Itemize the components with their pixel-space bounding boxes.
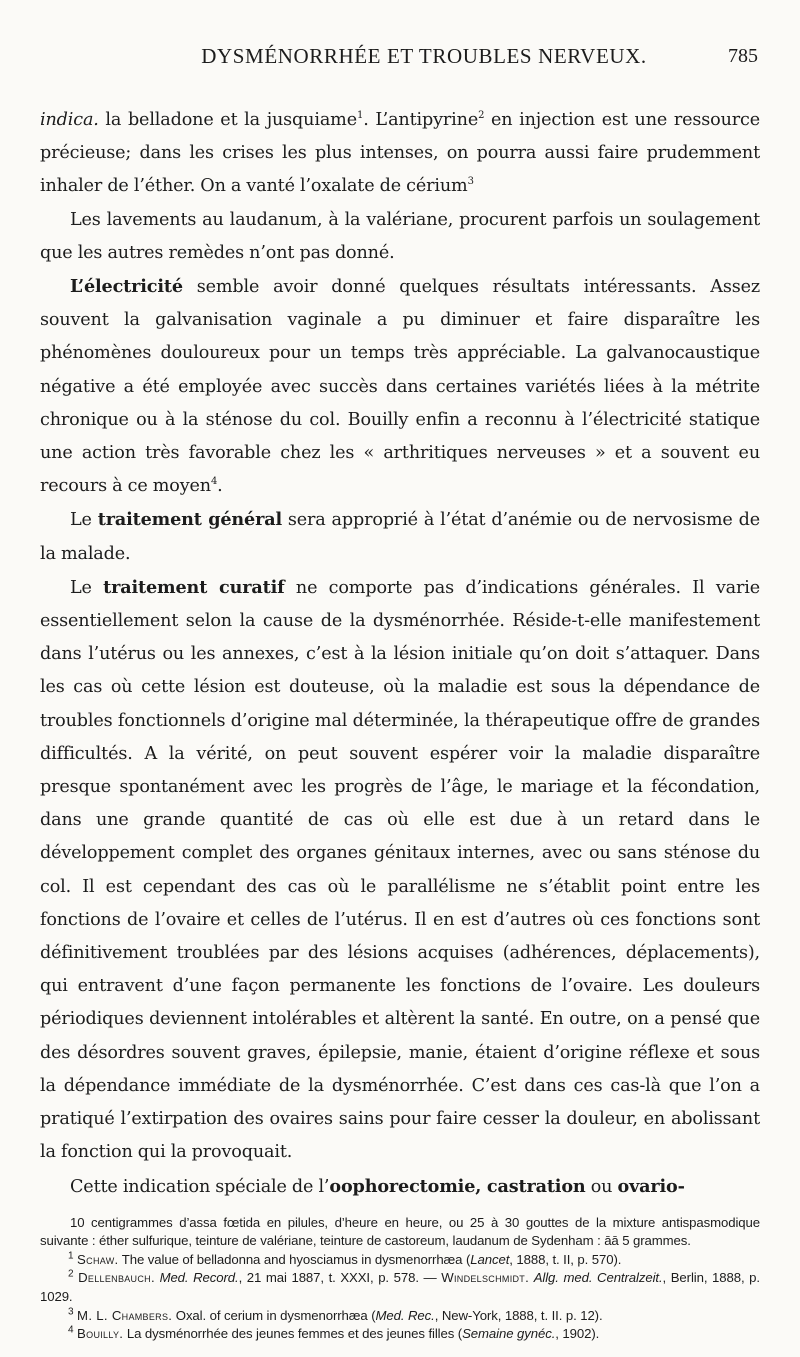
text-span: Oxal. of cerium in dysmenorrhæa ( [172, 1307, 376, 1323]
text-span: , New-York, 1888, t. II. p. 12). [434, 1307, 603, 1323]
text-span: . [217, 476, 223, 497]
paragraph-enemas: Les lavements au laudanum, à la valériane, procurent parfois un soulagement que les autres remèdes n’ont pas donné. [40, 209, 760, 263]
footnote-prescription: 10 centigrammes d’assa fœtida en pilules, d’heure en heure, ou 25 à 30 gouttes de la mixture antispasmodique suivante : éther sulfurique, teinture de valériane, teinture de castoreum, laudanum de Sydenham : āā 5 grammes. [40, 1214, 760, 1249]
footnote-4 [40, 1325, 760, 1344]
footnote-number: 3 [68, 1306, 74, 1318]
paragraph-general-treatment [40, 503, 760, 570]
text-span: ou [585, 1176, 618, 1197]
footnote-journal: Med. Rec. [375, 1307, 435, 1323]
bold-lead: L’électricité [70, 276, 183, 298]
text-span: Le [70, 510, 98, 531]
text-span: Le [70, 577, 104, 598]
text-span: sera approprié à l’état d’anémie ou de nervosisme de la malade. [40, 510, 760, 564]
paragraph-curative-treatment [40, 571, 760, 1170]
main-text [40, 104, 760, 1204]
footnote-author: Windelschmidt. [441, 1270, 530, 1286]
page-number: 785 [728, 45, 758, 67]
text-span: , 1902). [555, 1326, 600, 1342]
footnote-number: 2 [68, 1269, 74, 1281]
footnotes [40, 1214, 760, 1344]
running-head [40, 36, 760, 76]
bold-term: traitement général [97, 509, 282, 531]
footnote-author: Dellenbauch. [78, 1270, 155, 1286]
paragraph-oophorectomy [40, 1170, 760, 1204]
footnote-1 [40, 1251, 760, 1270]
running-head-title: DYSMÉNORRHÉE ET TROUBLES NERVEUX. [201, 44, 647, 68]
text-span: semble avoir donné quelques résultats intéressants. Assez souvent la galvanisation vaginale a pu diminuer et faire disparaître les phénomènes douloureux pour un temps très appréciable. La galvanocaustique négative a été employée avec succès dans certaines variétés liées à la métrite chronique ou à la sténose du col. Bouilly enfin a reconnu à l’électricité statique une action très favorable chez les « arthritiques nerveuses » et a souvent eu recours à ce moyen [40, 277, 760, 497]
text-span: The value of belladonna and hyosciamus in dysmenorrhæa ( [118, 1251, 471, 1267]
text-span: ne comporte pas d’indications générales. Il varie essentiellement selon la cause de la dysménorrhée. Réside-t-elle manifestement dans l’utérus ou les annexes, c’est à la lésion initiale qu’on doit s’attaquer. Dans les cas où cette lésion est douteuse, où la maladie est sous la dépendance de troubles fonctionnels d’origine mal déterminée, la thérapeutique offre de grandes difficultés. A la vérité, on peut souvent espérer voir la maladie disparaître presque spontanément avec les progrès de l’âge, le mariage et la fécondation, dans une grande quantité de cas où elle est due à un retard dans le développement complet des organes génitaux internes, avec ou sans sténose du col. Il est cependant des cas où le parallélisme ne s’établit point entre les fonctions de l’ovaire et celles de l’utérus. Il en est d’autres où ces fonctions sont définitivement troublées par des lésions acquises (adhérences, déplacements), qui entravent d’une façon permanente les fonctions de l’ovaire. Les douleurs périodiques deviennent intolérables et altèrent la santé. En outre, on a pensé que des désordres souvent graves, épilepsie, manie, étaient d’origine réflexe et sous la dépendance immédiate de la dysménorrhée. C’est dans ces cas-là que l’on a pratiqué l’extirpation des ovaires sains pour faire cesser la douleur, en abolissant la fonction qui la provoquait. [40, 577, 760, 1163]
text-span: , 1888, t. II, p. 570). [509, 1251, 622, 1267]
footnote-author: Bouilly. [77, 1326, 124, 1342]
footnote-journal: Semaine gynéc. [462, 1326, 556, 1342]
text-span: , 21 mai 1887, t. XXXI, p. 578. — [238, 1270, 442, 1286]
paragraph-antispasmodics [40, 104, 760, 204]
footnote-ref: 3 [467, 176, 474, 188]
footnote-journal: Lancet [470, 1251, 510, 1267]
footnote-author: M. L. Chambers. [77, 1307, 173, 1323]
footnote-ref: 2 [478, 110, 485, 122]
footnote-number: 4 [68, 1324, 74, 1336]
italic-lead: indica. [40, 110, 99, 130]
footnote-2 [40, 1269, 760, 1306]
text-span: Cette indication spéciale de l’ [70, 1176, 330, 1197]
footnote-3 [40, 1307, 760, 1326]
footnote-number: 1 [68, 1250, 74, 1262]
footnote-journal: Allg. med. Centralzeit. [533, 1270, 663, 1286]
bold-term: oophorectomie, castration [329, 1175, 586, 1197]
footnote-journal: Med. Record. [159, 1270, 239, 1286]
footnote-ref: 4 [210, 476, 218, 488]
footnote-author: Schaw. [77, 1251, 119, 1267]
paragraph-electricity [40, 270, 760, 503]
text-span: . L’antipyrine [363, 110, 479, 130]
footnote-ref: 1 [356, 110, 364, 122]
bold-term: traitement curatif [103, 576, 285, 598]
text-span: en injection est une ressource précieuse; dans les crises les plus intenses, on pourra aussi faire prudemment inhaler de l’éther. On a vanté l’oxalate de cérium [40, 110, 761, 197]
text-span: la belladone et la jusquiame [98, 110, 357, 130]
bold-term: ovario- [617, 1175, 685, 1197]
text-span: , Berlin, 1888, p. 1029. [40, 1270, 760, 1305]
text-span: La dysménorrhée des jeunes femmes et des jeunes filles ( [123, 1326, 463, 1342]
